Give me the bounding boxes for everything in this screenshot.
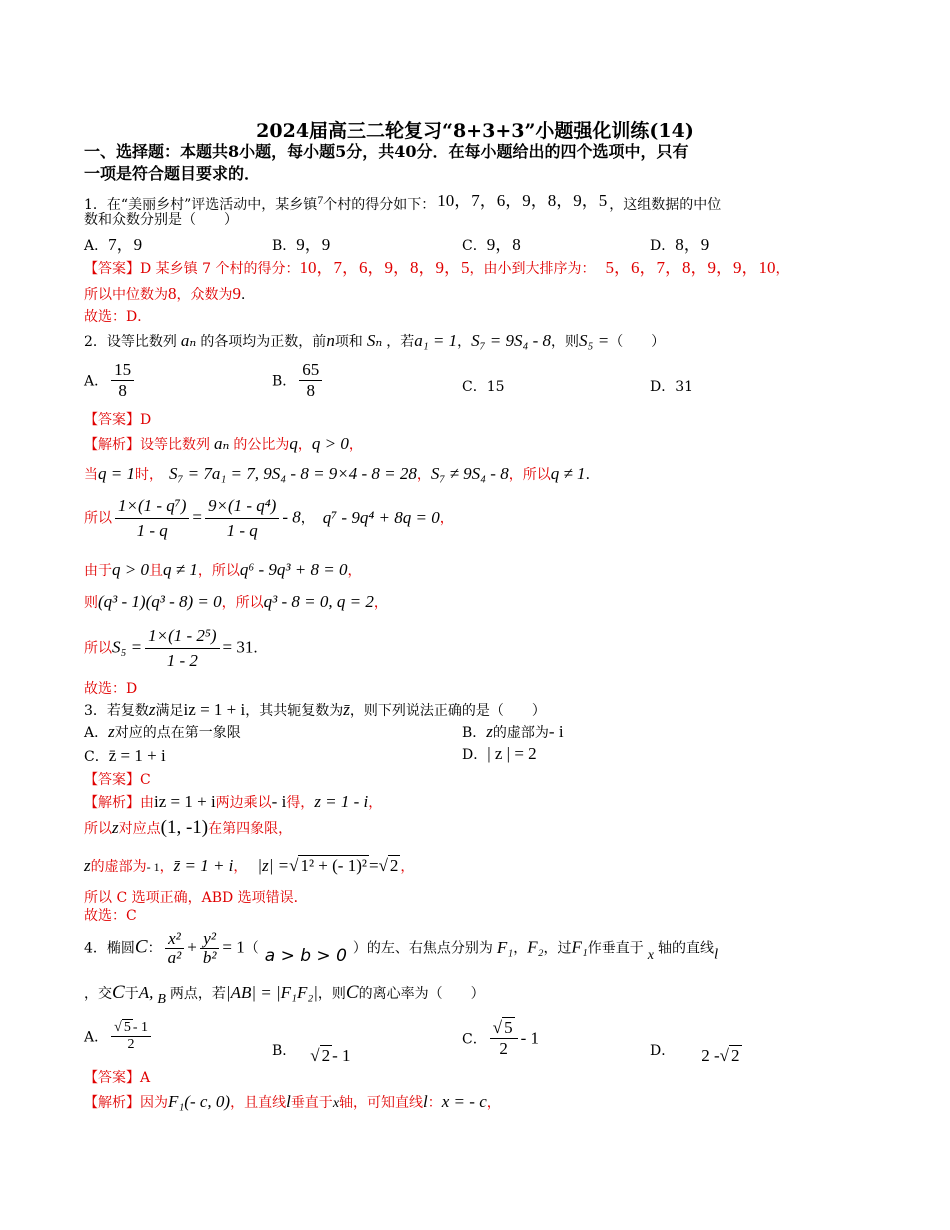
option-value: | z | = 2 xyxy=(487,744,537,763)
radicand: 5 xyxy=(123,1020,131,1035)
q1-conclusion: 故选：D． xyxy=(84,309,152,325)
q2-sol2-e: ． xyxy=(585,467,600,483)
denominator: 1 - q xyxy=(136,521,168,540)
q2-sol4-c: ，所以 xyxy=(197,563,240,579)
numerator-tail: - 1 xyxy=(132,1020,148,1035)
q4-paren-l: （ xyxy=(244,940,259,957)
q2-sol-qpos: q > 0 xyxy=(311,434,349,453)
q4-stem-b: ，过 xyxy=(543,940,572,957)
option-value: 8，9 xyxy=(675,235,710,254)
q2-sol5-fact: (q³ - 1)(q³ - 8) = 0 xyxy=(98,592,222,611)
q4-sol1-l: l xyxy=(286,1092,291,1111)
q4-stem-a: 4．椭圆 xyxy=(84,940,135,957)
q3-stem-c: ，其共轭复数为 xyxy=(245,703,344,719)
q2-sol2-qeq1: q = 1 xyxy=(98,464,135,483)
q4-plus: + xyxy=(187,937,197,957)
option-value: z̄ = 1 + i xyxy=(108,746,166,765)
q4-sol1-c: 垂直于 xyxy=(290,1095,333,1111)
q3-sol3-b: ， xyxy=(159,859,174,875)
numerator: 9×(1 - q⁴) xyxy=(205,494,279,519)
option-label: D． xyxy=(650,238,676,254)
option-label: D． xyxy=(650,1043,676,1059)
q4-x: x xyxy=(647,947,655,963)
option-value: - i xyxy=(548,722,564,741)
q3-sol3-eq: = xyxy=(368,856,379,875)
option-value: 9，8 xyxy=(486,235,521,254)
q2-sol1-d: ， xyxy=(348,437,363,453)
numerator: 1×(1 - 2⁵) xyxy=(145,624,219,649)
option-label: B． xyxy=(462,725,487,741)
q2-stem-c: 项和 xyxy=(334,334,363,350)
q3-sol3-val: - 1 xyxy=(146,860,160,874)
q4-option-a xyxy=(84,1020,154,1053)
q4-sol1-F1: F₁(- c, 0) xyxy=(168,1092,231,1111)
q3-option-b xyxy=(462,722,564,742)
q2-sol4-d: ， xyxy=(347,563,362,579)
q1-stem-c: ，这组数据的中位 xyxy=(609,197,722,213)
q3-solution-line2 xyxy=(84,818,292,839)
q2-sol2-neq: S₇ ≠ 9S₄ - 8 xyxy=(430,464,509,483)
q2-stem-a: 2．设等比数列 xyxy=(84,334,177,350)
q1-answer-data: 10，7，6，9，8，9，5 xyxy=(299,258,470,277)
option-label: D． xyxy=(462,747,488,763)
q4-stem xyxy=(84,930,718,973)
q3-stem xyxy=(84,700,546,721)
q3-solution-line3 xyxy=(84,856,414,877)
q4-l: l xyxy=(714,946,719,963)
q4-A: A, xyxy=(138,983,154,1002)
fraction xyxy=(111,1020,151,1053)
q3-sol3-z: z xyxy=(84,856,91,875)
q2-sol3-a: 所以 xyxy=(84,510,112,527)
fraction xyxy=(490,1018,518,1059)
sqrt-sign: √ xyxy=(719,1046,729,1065)
option-z: z xyxy=(486,722,493,741)
q3-conclusion: 故选：C xyxy=(84,908,137,924)
page-title: 2024届高三二轮复习“8+3+3”小题强化训练(14) xyxy=(256,120,694,142)
q2-conclusion: 故选：D xyxy=(84,681,138,697)
q3-option-a xyxy=(84,722,241,742)
q1-mode: 9 xyxy=(232,284,241,303)
radicand: 5 xyxy=(504,1018,513,1037)
q2-sol2-math: S₇ = 7a₁ = 7, 9S₄ - 8 = 9×4 - 8 = 28 xyxy=(168,464,417,483)
q2-solution-line4 xyxy=(84,560,361,581)
q1-median-label: 所以中位数为 xyxy=(84,287,168,303)
q4-line2-e: 的离心率为（ ） xyxy=(358,986,485,1002)
q2-sol4-q1: q ≠ 1 xyxy=(162,560,198,579)
option-text: 对应的点在第一象限 xyxy=(114,725,241,741)
q4-line2-b: 于 xyxy=(124,986,139,1002)
sqrt-sign: √ xyxy=(114,1020,122,1035)
q2-option-b xyxy=(272,360,325,401)
q2-option-d: D．31 xyxy=(650,379,694,395)
section-heading-line1: 一、选择题：本题共8小题，每小题5分，共40分．在每小题给出的四个选项中，只有 xyxy=(84,142,689,161)
q3-option-c xyxy=(84,746,166,766)
q2-sol3-comma: ， xyxy=(300,510,315,527)
q2-sol2-d: ，所以 xyxy=(508,467,551,483)
q3-sol1-c: 得， xyxy=(286,795,315,811)
q4-sol1-x: x xyxy=(332,1096,340,1111)
q2-sol1-c: ， xyxy=(297,437,312,453)
q2-solution-line1 xyxy=(84,434,363,455)
q4-solution-line1 xyxy=(84,1092,501,1114)
q2-sol4-a: 由于 xyxy=(84,563,112,579)
numerator xyxy=(490,1018,518,1039)
q3-option-d xyxy=(462,744,537,764)
fraction xyxy=(299,360,322,401)
q1-option-d xyxy=(650,230,709,255)
q4-cond: a > b > 0 xyxy=(264,945,347,966)
option-tail: - 1 xyxy=(332,1046,351,1065)
q4-option-c xyxy=(462,1018,539,1059)
q2-comma: ， xyxy=(457,334,472,350)
denominator: 8 xyxy=(118,381,127,400)
q4-sol1-eq: x = - c xyxy=(441,1092,487,1111)
option-label: A． xyxy=(84,373,109,390)
section-heading-line2: 一项是符合题目要求的． xyxy=(84,164,261,183)
q4-stem-d: 轴的直线 xyxy=(658,940,715,957)
fraction xyxy=(165,930,185,967)
option-text: 的虚部为 xyxy=(492,725,549,741)
q2-sol3-tail: - 8 xyxy=(282,507,301,527)
q4-option-d xyxy=(650,1040,742,1066)
q2-sol5-res: q³ - 8 = 0, q = 2 xyxy=(263,592,374,611)
q3-stem-d: ，则下列说法正确的是（ ） xyxy=(349,703,546,719)
option-label: A． xyxy=(84,725,109,741)
q2-sol2-qneq1: q ≠ 1 xyxy=(550,464,586,483)
q1-option-a xyxy=(84,230,142,255)
q4-B: B xyxy=(157,992,166,1007)
q2-sol6-end: ． xyxy=(253,640,268,657)
denominator: 2 xyxy=(127,1037,135,1052)
option-tail: - 1 xyxy=(520,1028,539,1048)
q2-stem xyxy=(84,331,665,352)
q4-F1b: F₁ xyxy=(571,937,588,957)
option-z: z xyxy=(108,722,115,741)
q2-solution-line2 xyxy=(84,464,600,485)
q3-sol1-d: ， xyxy=(368,795,383,811)
q2-cond1: a₁ = 1 xyxy=(414,331,458,350)
q2-sol2-c: ， xyxy=(416,467,431,483)
option-label: C． xyxy=(462,238,487,254)
denominator: a² xyxy=(167,948,182,967)
option-label: B． xyxy=(272,1043,297,1059)
q3-sol3-c: ， xyxy=(233,859,248,875)
q3-zbar: z̄ xyxy=(343,700,350,719)
q2-stem-b: 的各项均为正数，前 xyxy=(200,334,327,350)
q2-answer: 【答案】D xyxy=(84,412,152,428)
denominator: 1 - q xyxy=(226,521,258,540)
q3-sol3-a: 的虚部为 xyxy=(90,859,147,875)
q4-sol1-d: 轴，可知直线 xyxy=(339,1095,424,1111)
q3-sol2-c: 在第四象限， xyxy=(208,821,293,837)
q2-cond2: S₇ = 9S₄ - 8 xyxy=(471,331,552,350)
option-label: A． xyxy=(84,1029,109,1046)
q4-paren-r: ）的左、右焦点分别为 xyxy=(352,940,493,957)
q2-sol1-b: 的公比为 xyxy=(233,437,290,453)
q2-sol5-b: ，所以 xyxy=(221,595,264,611)
q2-sol5-a: 则 xyxy=(84,595,98,611)
q4-C2: C xyxy=(112,982,125,1003)
q4-sol1-l2: l xyxy=(423,1092,428,1111)
q4-stem-line2 xyxy=(84,983,485,1010)
q2-sol-q: q xyxy=(289,434,298,453)
q2-s5: S₅ = xyxy=(579,331,610,350)
q3-sol3-r2: 2 xyxy=(389,856,399,875)
q1-answer xyxy=(84,258,789,279)
q1-seven: 7 xyxy=(317,193,324,207)
q1-option-b xyxy=(272,230,330,255)
q4-stem-c: 作垂直于 xyxy=(587,940,644,957)
q3-sol3-abs: |z| = xyxy=(257,856,290,875)
q1-answer-line2 xyxy=(84,284,255,305)
q2-sn: Sₙ xyxy=(366,331,383,350)
q4-C: C xyxy=(134,936,148,958)
q2-solution-line5 xyxy=(84,592,388,613)
option-label: B． xyxy=(272,238,297,254)
q4-comma1: ， xyxy=(513,940,528,957)
q4-F1: F₁ xyxy=(496,937,514,957)
q2-solution-line3 xyxy=(84,494,454,543)
q2-sol4-b: 且 xyxy=(148,563,163,579)
q2-sol4-q0: q > 0 xyxy=(112,560,149,579)
q4-sol1-e: ： xyxy=(427,1095,442,1111)
q1-answer-c: ， xyxy=(775,261,790,277)
q2-stem-f: （ ） xyxy=(609,334,666,350)
q1-stem-line2: 数和众数分别是（ ） xyxy=(84,212,238,228)
q1-stem-b: 个村的得分如下： xyxy=(323,197,436,213)
q3-sol2-z: z xyxy=(112,818,119,837)
q4-sol1-f: ， xyxy=(486,1095,501,1111)
option-value: 7，9 xyxy=(108,235,143,254)
q4-option-b xyxy=(272,1040,351,1066)
option-label: C． xyxy=(84,749,109,765)
denominator: b² xyxy=(202,948,217,967)
q3-sol2-a: 所以 xyxy=(84,821,112,837)
q3-z: z xyxy=(148,700,156,719)
q1-data: 10，7，6，9，8，9，5 xyxy=(437,191,608,210)
sqrt-sign: √ xyxy=(378,856,388,875)
numerator: 65 xyxy=(299,360,322,381)
q3-cond: iz = 1 + i xyxy=(183,700,246,719)
q3-sol1-math: iz = 1 + i xyxy=(154,792,216,811)
q4-absAB: |AB| = |F₁F₂| xyxy=(225,983,318,1002)
q2-an: aₙ xyxy=(180,331,197,350)
q2-solution-line6 xyxy=(84,624,267,673)
q2-sol6-res: = 31 xyxy=(222,637,254,657)
q1-median: 8 xyxy=(168,284,177,303)
sqrt-sign: √ xyxy=(310,1046,320,1065)
q3-stem-b: 满足 xyxy=(155,703,184,719)
q4-eq1: = 1 xyxy=(222,937,245,957)
q2-sol2-a: 当 xyxy=(84,467,98,483)
option-label: C． xyxy=(462,1031,487,1048)
q2-sol3-end: ， xyxy=(439,510,454,527)
q4-F2: F₂ xyxy=(527,937,544,957)
fraction xyxy=(145,624,219,673)
q2-option-a xyxy=(84,360,137,401)
q3-sol1-mi: - i xyxy=(271,792,287,811)
q3-sol3-radicand: 1² + (- 1)² xyxy=(300,856,367,875)
q3-solution-line4: 所以 C 选项正确，ABD 选项错误． xyxy=(84,890,308,906)
fraction xyxy=(111,360,134,401)
q1-option-c xyxy=(462,230,521,255)
q4-answer: 【答案】A xyxy=(84,1070,151,1086)
q3-sol3-zbar: z̄ = 1 + i xyxy=(173,856,234,875)
denominator: 1 - 2 xyxy=(166,651,198,670)
q2-stem-e: ，则 xyxy=(551,334,580,350)
q4-sol1-a: 【解析】因为 xyxy=(84,1095,168,1111)
fraction xyxy=(115,494,189,543)
q2-stem-d: ，若 xyxy=(386,334,415,350)
q2-sol5-c: ， xyxy=(373,595,388,611)
numerator xyxy=(111,1020,151,1037)
radicand: 2 xyxy=(321,1046,331,1065)
sqrt-sign: √ xyxy=(289,856,299,875)
q3-answer: 【答案】C xyxy=(84,772,151,788)
q2-sol4-poly: q⁶ - 9q³ + 8 = 0 xyxy=(239,560,348,579)
q3-sol1-res: z = 1 - i xyxy=(314,792,369,811)
fraction xyxy=(205,494,279,543)
radicand: 2 xyxy=(731,1046,740,1065)
denominator: 2 xyxy=(499,1039,508,1058)
q2-sol1-a: 【解析】设等比数列 xyxy=(84,437,210,453)
q2-option-c: C．15 xyxy=(462,379,505,395)
q3-solution-line1 xyxy=(84,792,382,813)
q4-sol1-b: ，且直线 xyxy=(230,1095,287,1111)
q2-sol3-eq: = xyxy=(192,507,202,527)
q3-sol3-d: ， xyxy=(400,859,415,875)
q4-line2-a: ，交 xyxy=(84,986,112,1002)
q4-C3: C xyxy=(345,982,359,1003)
option-value: 9，9 xyxy=(296,235,331,254)
sqrt-sign: √ xyxy=(492,1018,503,1037)
q2-sol6-a: 所以 xyxy=(84,640,112,657)
q2-n: n xyxy=(326,331,335,350)
q3-sol2-b: 对应点 xyxy=(118,821,161,837)
q3-sol1-a: 【解析】由 xyxy=(84,795,154,811)
q2-sol-an: aₙ xyxy=(214,434,230,453)
denominator: 8 xyxy=(306,381,316,400)
q4-colon: ： xyxy=(147,940,162,957)
option-head: 2 - xyxy=(701,1046,720,1065)
numerator: y² xyxy=(200,930,220,949)
numerator: 15 xyxy=(111,360,134,381)
q4-line2-c: 两点，若 xyxy=(169,986,226,1002)
q1-answer-a: 【答案】D 某乡镇 7 个村的得分： xyxy=(84,261,300,277)
fraction xyxy=(200,930,220,967)
numerator: 1×(1 - q⁷) xyxy=(115,494,189,519)
q3-sol1-b: 两边乘以 xyxy=(215,795,272,811)
q1-answer-sorted: 5，6，7，8，9，9，10 xyxy=(605,258,776,277)
q1-stem-a: 1．在“美丽乡村”评选活动中，某乡镇 xyxy=(84,197,318,213)
q4-line2-d: ，则 xyxy=(317,986,346,1002)
q1-period: ． xyxy=(241,287,255,303)
q2-sol3-poly: q⁷ - 9q⁴ + 8q = 0 xyxy=(322,507,440,527)
q2-sol6-s5: S₅ = xyxy=(112,637,143,657)
option-label: B． xyxy=(272,373,297,390)
option-label: A． xyxy=(84,238,109,254)
q1-mode-label: ，众数为 xyxy=(176,287,233,303)
q1-answer-b: ，由小到大排序为： xyxy=(469,261,596,277)
q3-sol2-pt: (1, -1) xyxy=(160,817,209,838)
numerator: x² xyxy=(165,930,185,949)
q3-stem-a: 3．若复数 xyxy=(84,703,149,719)
q2-sol2-b: 时， xyxy=(134,467,163,483)
